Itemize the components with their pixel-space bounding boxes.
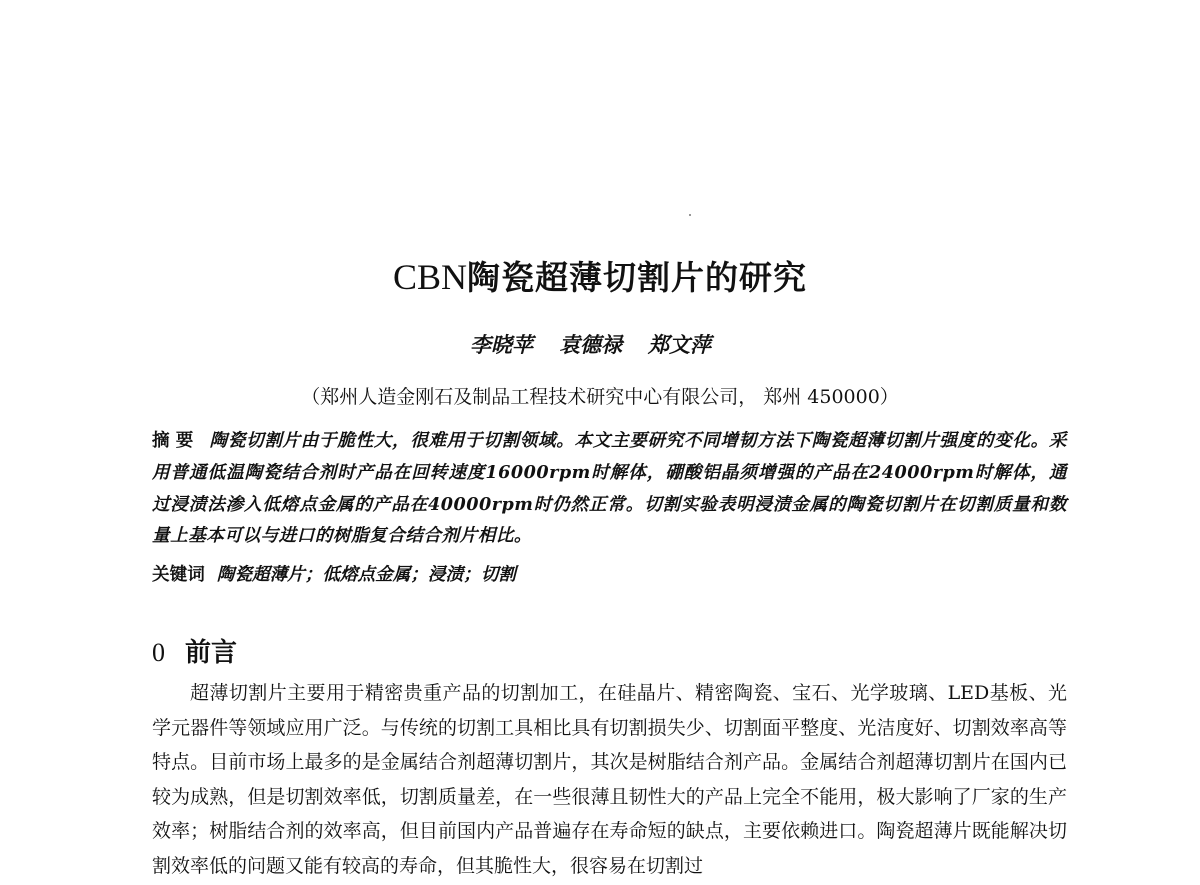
- author-name: 袁德禄: [559, 332, 622, 357]
- body-paragraph: 超薄切割片主要用于精密贵重产品的切割加工，在硅晶片、精密陶瓷、宝石、光学玻璃、LED基板、光学元器件等领域应用广泛。与传统的切割工具相比具有切割损失少、切割面平整度、光洁度好、切割效率高等特点。目前市场上最多的是金属结合剂超薄切割片，其次是树脂结合剂产品。金属结合剂超薄切割片在国内已较为成熟，但是切割效率低，切割质量差，在一些很薄且韧性大的产品上完全不能用，极大影响了厂家的生产效率；树脂结合剂的效率高，但目前国内产品普遍存在寿命短的缺点，主要依赖进口。陶瓷超薄片既能解决切割效率低的问题又能有较高的寿命，但其脆性大，很容易在切割过: [152, 682, 1067, 877]
- section-title: 前言: [185, 638, 238, 668]
- paper-title-text: 陶瓷超薄切割片的研究: [467, 258, 808, 297]
- keywords: [152, 561, 1067, 586]
- author-name: 郑文萍: [648, 332, 711, 357]
- section-number: 0: [152, 638, 165, 667]
- section-heading: [152, 632, 237, 669]
- keywords-text: 陶瓷超薄片；低熔点金属；浸渍；切割: [216, 564, 516, 585]
- abstract: [152, 425, 1067, 551]
- scan-speck: [689, 214, 691, 216]
- paper-title: [0, 252, 1200, 299]
- author-list: [470, 329, 711, 359]
- keywords-label: 关键词: [152, 565, 205, 585]
- author-affiliation: （郑州人造金刚石及制品工程技术研究中心有限公司， 郑州 450000）: [301, 386, 899, 408]
- paper-title-prefix: CBN: [392, 257, 468, 297]
- abstract-label: 摘要: [152, 431, 200, 451]
- author-name: 李晓苹: [470, 332, 533, 357]
- abstract-text: 陶瓷切割片由于脆性大，很难用于切割领域。本文主要研究不同增韧方法下陶瓷超薄切割片强度的变化。采用普通低温陶瓷结合剂时产品在回转速度16000rpm时解体，硼酸铝晶须增强的产品在24000rpm时解体，通过浸渍法渗入低熔点金属的产品在40000rpm时仍然正常。切割实验表明浸渍金属的陶瓷切割片在切割质量和数量上基本可以与进口的树脂复合结合剂片相比。: [152, 430, 1067, 546]
